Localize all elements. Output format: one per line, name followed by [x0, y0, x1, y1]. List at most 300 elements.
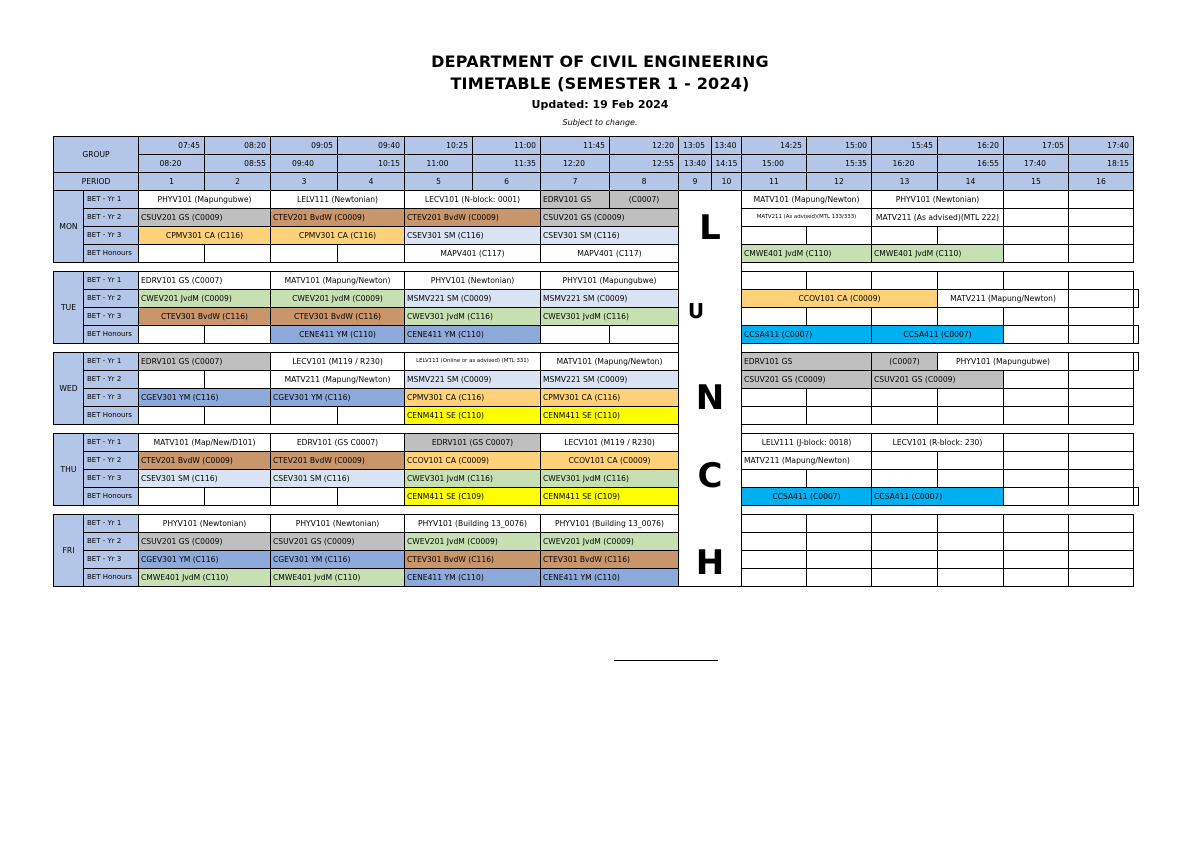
class-entry: PHYV101 (Newtonian): [872, 191, 1004, 209]
lunch-letter: L: [699, 208, 721, 248]
class-entry: PHYV101 (Mapungubwe): [938, 353, 1069, 371]
empty-slot: [1004, 488, 1069, 506]
empty-slot: [872, 227, 938, 245]
class-entry: CCSA411 (C0007): [872, 326, 1004, 344]
class-entry: CGEV301 YM (C116): [139, 389, 271, 407]
empty-slot: [610, 326, 679, 344]
empty-slot: [938, 227, 1004, 245]
empty-slot: [1069, 452, 1134, 470]
empty-slot: [1069, 389, 1134, 407]
class-entry: MATV101 (Mapung/Newton): [541, 353, 679, 371]
class-entry: CTEV301 BvdW (C116): [271, 308, 405, 326]
start-time: 15:45: [872, 137, 938, 155]
lunch-column: [679, 191, 742, 587]
empty-slot: [872, 452, 938, 470]
class-entry: CENE411 YM (C110): [405, 326, 541, 344]
class-entry: CWEV201 JvdM (C0009): [139, 290, 271, 308]
class-entry: MATV101 (Mapung/Newton): [742, 191, 872, 209]
title-line-1: DEPARTMENT OF CIVIL ENGINEERING: [431, 52, 769, 71]
day-label: FRI: [54, 515, 84, 587]
period-number: 16: [1069, 173, 1134, 191]
class-entry: CWEV301 JvdM (C116): [405, 470, 541, 488]
class-entry: CWEV201 JvdM (C0009): [541, 533, 679, 551]
class-entry: CSUV201 GS (C0009): [139, 533, 271, 551]
end-time: 15:00: [742, 155, 807, 173]
updated-date: Updated: 19 Feb 2024: [531, 98, 669, 111]
empty-slot: [1069, 470, 1134, 488]
empty-slot: [1069, 191, 1134, 209]
class-entry: LECV101 (M119 / R230): [271, 353, 405, 371]
class-entry: CENM411 SE (C109): [405, 488, 541, 506]
end-time: 09:40: [271, 155, 338, 173]
empty-slot: [139, 371, 205, 389]
empty-slot: [338, 407, 405, 425]
empty-slot: [1004, 434, 1069, 452]
empty-slot: [742, 227, 807, 245]
class-entry: CTEV201 BvdW (C0009): [405, 209, 541, 227]
empty-slot: [872, 515, 938, 533]
class-entry: PHYV101 (Newtonian): [405, 272, 541, 290]
day-separator: [54, 344, 1139, 353]
empty-slot: [1004, 407, 1069, 425]
empty-slot: [338, 488, 405, 506]
start-time: 12:20: [610, 137, 679, 155]
empty-slot: [872, 533, 938, 551]
timetable: [53, 136, 1139, 587]
group-label: BET - Yr 1: [84, 272, 139, 290]
empty-slot: [139, 326, 205, 344]
timetable-row: [54, 434, 1139, 452]
empty-slot: [807, 407, 872, 425]
separator-right: [742, 344, 1134, 353]
empty-slot: [742, 569, 807, 587]
start-time: 16:20: [938, 137, 1004, 155]
group-label: BET - Yr 1: [84, 353, 139, 371]
class-entry: CSEV301 SM (C116): [139, 470, 271, 488]
start-time: 17:40: [1069, 137, 1134, 155]
empty-slot: [742, 515, 807, 533]
class-entry: PHYV101 (Building 13_0076): [541, 515, 679, 533]
timetable-row: [54, 272, 1139, 290]
period-header: PERIOD: [54, 173, 139, 191]
class-entry: CCOV101 CA (C0009): [742, 290, 938, 308]
lunch-letter: C: [697, 456, 723, 496]
empty-slot: [1069, 308, 1134, 326]
class-entry: EDRV101 GS (C0007): [139, 353, 271, 371]
class-entry: MATV101 (Map/New/D101): [139, 434, 271, 452]
class-entry: CPMV301 CA (C116): [271, 227, 405, 245]
class-entry: LELV111 (J-block: 0018): [742, 434, 872, 452]
empty-slot: [205, 371, 271, 389]
empty-slot: [1004, 533, 1069, 551]
separator-left: [54, 263, 679, 272]
empty-slot: [1069, 434, 1134, 452]
class-entry: CTEV201 BvdW (C0009): [139, 452, 271, 470]
empty-slot: [938, 308, 1004, 326]
signature-line: [614, 660, 718, 661]
empty-slot: [872, 407, 938, 425]
empty-slot: [205, 488, 271, 506]
class-entry: EDRV101 (GS C0007): [271, 434, 405, 452]
empty-slot: [139, 407, 205, 425]
empty-slot: [1069, 407, 1134, 425]
period-number: 9: [679, 173, 712, 191]
period-number: 11: [742, 173, 807, 191]
empty-slot: [807, 470, 872, 488]
group-label: BET - Yr 3: [84, 227, 139, 245]
end-time: 16:20: [872, 155, 938, 173]
empty-slot: [807, 551, 872, 569]
class-entry: CSUV201 GS (C0009): [271, 533, 405, 551]
group-label: BET Honours: [84, 488, 139, 506]
period-number: 12: [807, 173, 872, 191]
timetable-row: [54, 389, 1139, 407]
empty-slot: [1069, 515, 1134, 533]
class-entry: (C0007): [610, 191, 679, 209]
empty-slot: [1004, 470, 1069, 488]
empty-slot: [1069, 371, 1134, 389]
group-label: BET Honours: [84, 326, 139, 344]
class-entry: CTEV201 BvdW (C0009): [271, 452, 405, 470]
class-entry: CGEV301 YM (C116): [271, 389, 405, 407]
group-label: BET - Yr 1: [84, 515, 139, 533]
class-entry: MSMV221 SM (C0009): [541, 290, 679, 308]
empty-slot: [742, 272, 807, 290]
class-entry: LECV101 (M119 / R230): [541, 434, 679, 452]
group-label: BET - Yr 3: [84, 551, 139, 569]
empty-slot: [205, 326, 271, 344]
empty-slot: [872, 569, 938, 587]
class-entry: EDRV101 GS: [742, 353, 872, 371]
end-time: 12:20: [541, 155, 610, 173]
class-entry: CWEV201 JvdM (C0009): [271, 290, 405, 308]
empty-slot: [938, 389, 1004, 407]
end-time: 11:00: [405, 155, 473, 173]
class-entry: CMWE401 JvdM (C110): [139, 569, 271, 587]
class-entry: CPMV301 CA (C116): [405, 389, 541, 407]
lunch-letter: U: [687, 299, 705, 323]
period-number: 4: [338, 173, 405, 191]
start-time: 08:20: [205, 137, 271, 155]
class-entry: CWEV301 JvdM (C116): [541, 308, 679, 326]
timetable-row: [54, 227, 1139, 245]
timetable-row: [54, 551, 1139, 569]
empty-slot: [1004, 191, 1069, 209]
empty-slot: [1069, 290, 1134, 308]
period-number: 1: [139, 173, 205, 191]
class-entry: PHYV101 (Mapungubwe): [541, 272, 679, 290]
timetable-row: [54, 515, 1139, 533]
class-entry: PHYV101 (Mapungubwe): [139, 191, 271, 209]
group-label: BET - Yr 3: [84, 470, 139, 488]
empty-slot: [205, 245, 271, 263]
empty-slot: [1004, 308, 1069, 326]
timetable-row: [54, 290, 1139, 308]
day-label: MON: [54, 191, 84, 263]
group-label: BET - Yr 1: [84, 434, 139, 452]
start-time: 17:05: [1004, 137, 1069, 155]
empty-slot: [1004, 569, 1069, 587]
end-time: 12:55: [610, 155, 679, 173]
class-entry: PHYV101 (Building 13_0076): [405, 515, 541, 533]
day-separator: [54, 425, 1139, 434]
empty-slot: [1004, 515, 1069, 533]
start-time: 09:40: [338, 137, 405, 155]
empty-slot: [271, 488, 338, 506]
empty-slot: [872, 389, 938, 407]
empty-slot: [807, 272, 872, 290]
class-entry: MATV211 (Mapung/Newton): [742, 452, 872, 470]
empty-slot: [938, 515, 1004, 533]
group-label: BET - Yr 2: [84, 371, 139, 389]
empty-slot: [1069, 569, 1134, 587]
group-label: BET Honours: [84, 245, 139, 263]
class-entry: PHYV101 (Newtonian): [271, 515, 405, 533]
lunch-letter: N: [695, 378, 725, 418]
empty-slot: [271, 407, 338, 425]
empty-slot: [938, 569, 1004, 587]
empty-slot: [742, 308, 807, 326]
timetable-row: [54, 353, 1139, 371]
empty-slot: [1134, 488, 1139, 506]
class-entry: CSEV301 SM (C116): [541, 227, 679, 245]
class-entry: CENM411 SE (C109): [541, 488, 679, 506]
class-entry: CWEV301 JvdM (C116): [541, 470, 679, 488]
period-number: 2: [205, 173, 271, 191]
class-entry: CWEV301 JvdM (C116): [405, 308, 541, 326]
start-time: 09:05: [271, 137, 338, 155]
class-entry: LELV111 (Newtonian): [271, 191, 405, 209]
period-number: 14: [938, 173, 1004, 191]
empty-slot: [1004, 326, 1069, 344]
class-entry: MATV211 (Mapung/Newton): [271, 371, 405, 389]
timetable-row: [54, 209, 1139, 227]
class-entry: MAPV401 (C117): [405, 245, 541, 263]
class-entry: CMWE401 JvdM (C110): [271, 569, 405, 587]
empty-slot: [139, 245, 205, 263]
empty-slot: [742, 389, 807, 407]
period-number: 13: [872, 173, 938, 191]
day-separator: [54, 506, 1139, 515]
empty-slot: [541, 326, 610, 344]
class-entry: MATV211 (As advised)(MTL 133/333): [742, 209, 872, 227]
day-separator: [54, 263, 1139, 272]
timetable-row: [54, 488, 1139, 506]
empty-slot: [807, 515, 872, 533]
class-entry: EDRV101 GS (C0007): [139, 272, 271, 290]
end-time: 16:55: [938, 155, 1004, 173]
class-entry: LELV111 (Online or as advised) (MTL 331): [405, 353, 541, 371]
empty-slot: [1069, 353, 1134, 371]
empty-slot: [338, 245, 405, 263]
empty-slot: [1004, 272, 1069, 290]
empty-slot: [807, 569, 872, 587]
empty-slot: [807, 533, 872, 551]
empty-slot: [938, 407, 1004, 425]
period-number: 10: [712, 173, 742, 191]
period-number: 7: [541, 173, 610, 191]
class-entry: CSUV201 GS (C0009): [139, 209, 271, 227]
class-entry: CWEV201 JvdM (C0009): [405, 533, 541, 551]
timetable-row: [54, 326, 1139, 344]
start-time: 07:45: [139, 137, 205, 155]
start-time: 11:45: [541, 137, 610, 155]
class-entry: CTEV301 BvdW (C116): [405, 551, 541, 569]
empty-slot: [1004, 371, 1069, 389]
class-entry: CCOV101 CA (C0009): [405, 452, 541, 470]
empty-slot: [872, 470, 938, 488]
empty-slot: [1134, 290, 1139, 308]
period-number: 5: [405, 173, 473, 191]
empty-slot: [938, 533, 1004, 551]
class-entry: LECV101 (N-block: 0001): [405, 191, 541, 209]
class-entry: CCSA411 (C0007): [742, 326, 872, 344]
class-entry: EDRV101 GS: [541, 191, 610, 209]
end-time: 18:15: [1069, 155, 1134, 173]
separator-left: [54, 425, 679, 434]
start-time: 13:40: [712, 137, 742, 155]
empty-slot: [872, 551, 938, 569]
class-entry: (C0007): [872, 353, 938, 371]
end-time: 14:15: [712, 155, 742, 173]
group-label: BET Honours: [84, 569, 139, 587]
timetable-row: [54, 407, 1139, 425]
class-entry: MSMV221 SM (C0009): [405, 290, 541, 308]
class-entry: CSEV301 SM (C116): [271, 470, 405, 488]
empty-slot: [1004, 389, 1069, 407]
empty-slot: [1069, 272, 1134, 290]
group-label: BET - Yr 2: [84, 452, 139, 470]
separator-right: [742, 506, 1134, 515]
day-label: TUE: [54, 272, 84, 344]
group-label: BET - Yr 3: [84, 308, 139, 326]
empty-slot: [205, 407, 271, 425]
empty-slot: [1004, 227, 1069, 245]
end-time: 11:35: [473, 155, 541, 173]
day-label: THU: [54, 434, 84, 506]
lunch-letter: H: [695, 543, 725, 583]
class-entry: MATV211 (As advised)(MTL 222): [872, 209, 1004, 227]
class-entry: CCOV101 CA (C0009): [541, 452, 679, 470]
empty-slot: [1069, 326, 1134, 344]
class-entry: MATV101 (Mapung/Newton): [271, 272, 405, 290]
class-entry: CTEV301 BvdW (C116): [139, 308, 271, 326]
day-label: WED: [54, 353, 84, 425]
empty-slot: [1069, 209, 1134, 227]
class-entry: CGEV301 YM (C116): [271, 551, 405, 569]
class-entry: MAPV401 (C117): [541, 245, 679, 263]
class-entry: LECV101 (R-block: 230): [872, 434, 1004, 452]
period-number: 6: [473, 173, 541, 191]
class-entry: CENE411 YM (C110): [405, 569, 541, 587]
class-entry: EDRV101 (GS C0007): [405, 434, 541, 452]
end-time: 15:35: [807, 155, 872, 173]
class-entry: CMWE401 JvdM (C110): [742, 245, 872, 263]
end-time: 08:20: [139, 155, 205, 173]
empty-slot: [271, 245, 338, 263]
empty-slot: [807, 227, 872, 245]
class-entry: CMWE401 JvdM (C110): [872, 245, 1004, 263]
timetable-row: [54, 452, 1139, 470]
period-number: 15: [1004, 173, 1069, 191]
class-entry: CSUV201 GS (C0009): [742, 371, 872, 389]
start-time: 13:05: [679, 137, 712, 155]
timetable-row: [54, 371, 1139, 389]
empty-slot: [1134, 353, 1139, 371]
class-entry: CENM411 SE (C110): [405, 407, 541, 425]
group-header: GROUP: [54, 137, 139, 173]
class-entry: PHYV101 (Newtonian): [139, 515, 271, 533]
header-row-end-times: [54, 155, 1139, 173]
group-label: BET - Yr 2: [84, 290, 139, 308]
empty-slot: [807, 308, 872, 326]
separator-right: [742, 425, 1134, 434]
end-time: 08:55: [205, 155, 271, 173]
class-entry: CSUV201 GS (C0009): [872, 371, 1004, 389]
empty-slot: [872, 272, 938, 290]
empty-slot: [1004, 551, 1069, 569]
empty-slot: [1134, 326, 1139, 344]
empty-slot: [742, 551, 807, 569]
empty-slot: [742, 470, 807, 488]
empty-slot: [938, 551, 1004, 569]
empty-slot: [1069, 245, 1134, 263]
empty-slot: [1069, 551, 1134, 569]
timetable-row: [54, 470, 1139, 488]
start-time: 14:25: [742, 137, 807, 155]
empty-slot: [872, 308, 938, 326]
period-number: 8: [610, 173, 679, 191]
class-entry: CSUV201 GS (C0009): [541, 209, 679, 227]
empty-slot: [1004, 452, 1069, 470]
class-entry: CENE411 YM (C110): [541, 569, 679, 587]
timetable-row: [54, 308, 1139, 326]
class-entry: MSMV221 SM (C0009): [541, 371, 679, 389]
group-label: BET - Yr 3: [84, 389, 139, 407]
class-entry: CTEV201 BvdW (C0009): [271, 209, 405, 227]
class-entry: CTEV301 BvdW (C116): [541, 551, 679, 569]
end-time: 17:40: [1004, 155, 1069, 173]
empty-slot: [139, 488, 205, 506]
separator-right: [742, 263, 1134, 272]
class-entry: CSEV301 SM (C116): [405, 227, 541, 245]
period-number: 3: [271, 173, 338, 191]
class-entry: CPMV301 CA (C116): [139, 227, 271, 245]
empty-slot: [1004, 209, 1069, 227]
subject-to-change-note: Subject to change.: [562, 118, 638, 127]
empty-slot: [742, 533, 807, 551]
class-entry: CGEV301 YM (C116): [139, 551, 271, 569]
empty-slot: [742, 407, 807, 425]
separator-left: [54, 344, 679, 353]
group-label: BET - Yr 2: [84, 209, 139, 227]
group-label: BET - Yr 2: [84, 533, 139, 551]
class-entry: MSMV221 SM (C0009): [405, 371, 541, 389]
header-row-periods: [54, 173, 1139, 191]
start-time: 10:25: [405, 137, 473, 155]
timetable-row: [54, 533, 1139, 551]
title-line-2: TIMETABLE (SEMESTER 1 - 2024): [450, 74, 750, 93]
class-entry: CENM411 SE (C110): [541, 407, 679, 425]
end-time: 13:40: [679, 155, 712, 173]
group-label: BET Honours: [84, 407, 139, 425]
class-entry: CCSA411 (C0007): [872, 488, 1004, 506]
class-entry: MATV211 (Mapung/Newton): [938, 290, 1069, 308]
timetable-row: [54, 245, 1139, 263]
empty-slot: [938, 470, 1004, 488]
empty-slot: [1069, 227, 1134, 245]
empty-slot: [938, 452, 1004, 470]
